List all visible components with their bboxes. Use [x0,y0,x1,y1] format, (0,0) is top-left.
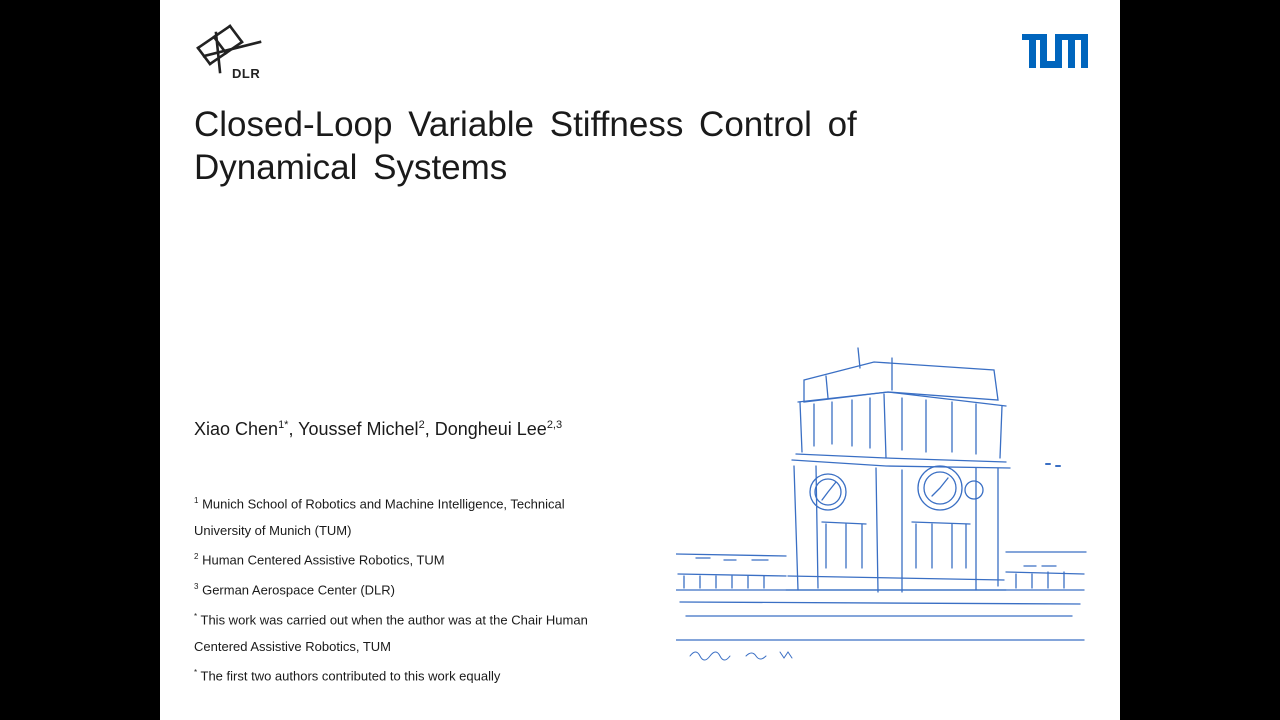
author-list [194,419,562,440]
affiliation-text: Centered Assistive Robotics, TUM [194,638,391,654]
affiliation-item [194,488,644,518]
dlr-logo-text: DLR [232,66,261,81]
affiliation-text: Munich School of Robotics and Machine Intelligence, Technical [202,496,565,512]
slide-title [194,103,969,189]
affiliation-marker: 1 [194,496,199,505]
affiliation-item [194,660,644,690]
clock-tower-sketch [676,340,1088,670]
author-name: Dongheui Lee [434,419,547,439]
affiliation-item [194,544,644,574]
affiliation-item [194,604,644,634]
affiliation-text: German Aerospace Center (DLR) [202,582,395,598]
affiliation-marker: * [194,668,198,678]
affiliation-marker: 3 [194,582,199,592]
author-sup: 1* [278,419,289,431]
affiliation-list [194,488,644,690]
tum-logo [1022,34,1088,68]
affiliation-item-cont [194,634,644,661]
affiliation-item [194,574,644,604]
title-line-2: Dynamical Systems [194,148,508,187]
author-name: Xiao Chen [194,419,279,439]
author-name: Youssef Michel [298,419,419,439]
affiliation-text: The first two authors contributed to this work equally [200,668,501,684]
slide [160,0,1120,720]
affiliation-text: University of Munich (TUM) [194,522,352,538]
affiliation-item-cont [194,518,644,545]
affiliation-text: This work was carried out when the author was at the Chair Human [200,612,588,628]
title-line-1: Closed-Loop Variable Stiffness Control of [194,105,857,144]
affiliation-marker: 2 [194,552,199,562]
author-sup: 2 [418,419,425,431]
affiliation-text: Human Centered Assistive Robotics, TUM [202,552,445,568]
author-separator: , [424,419,435,439]
affiliation-marker: * [194,611,198,621]
author-sup: 2,3 [546,419,563,431]
author-separator: , [288,419,299,439]
